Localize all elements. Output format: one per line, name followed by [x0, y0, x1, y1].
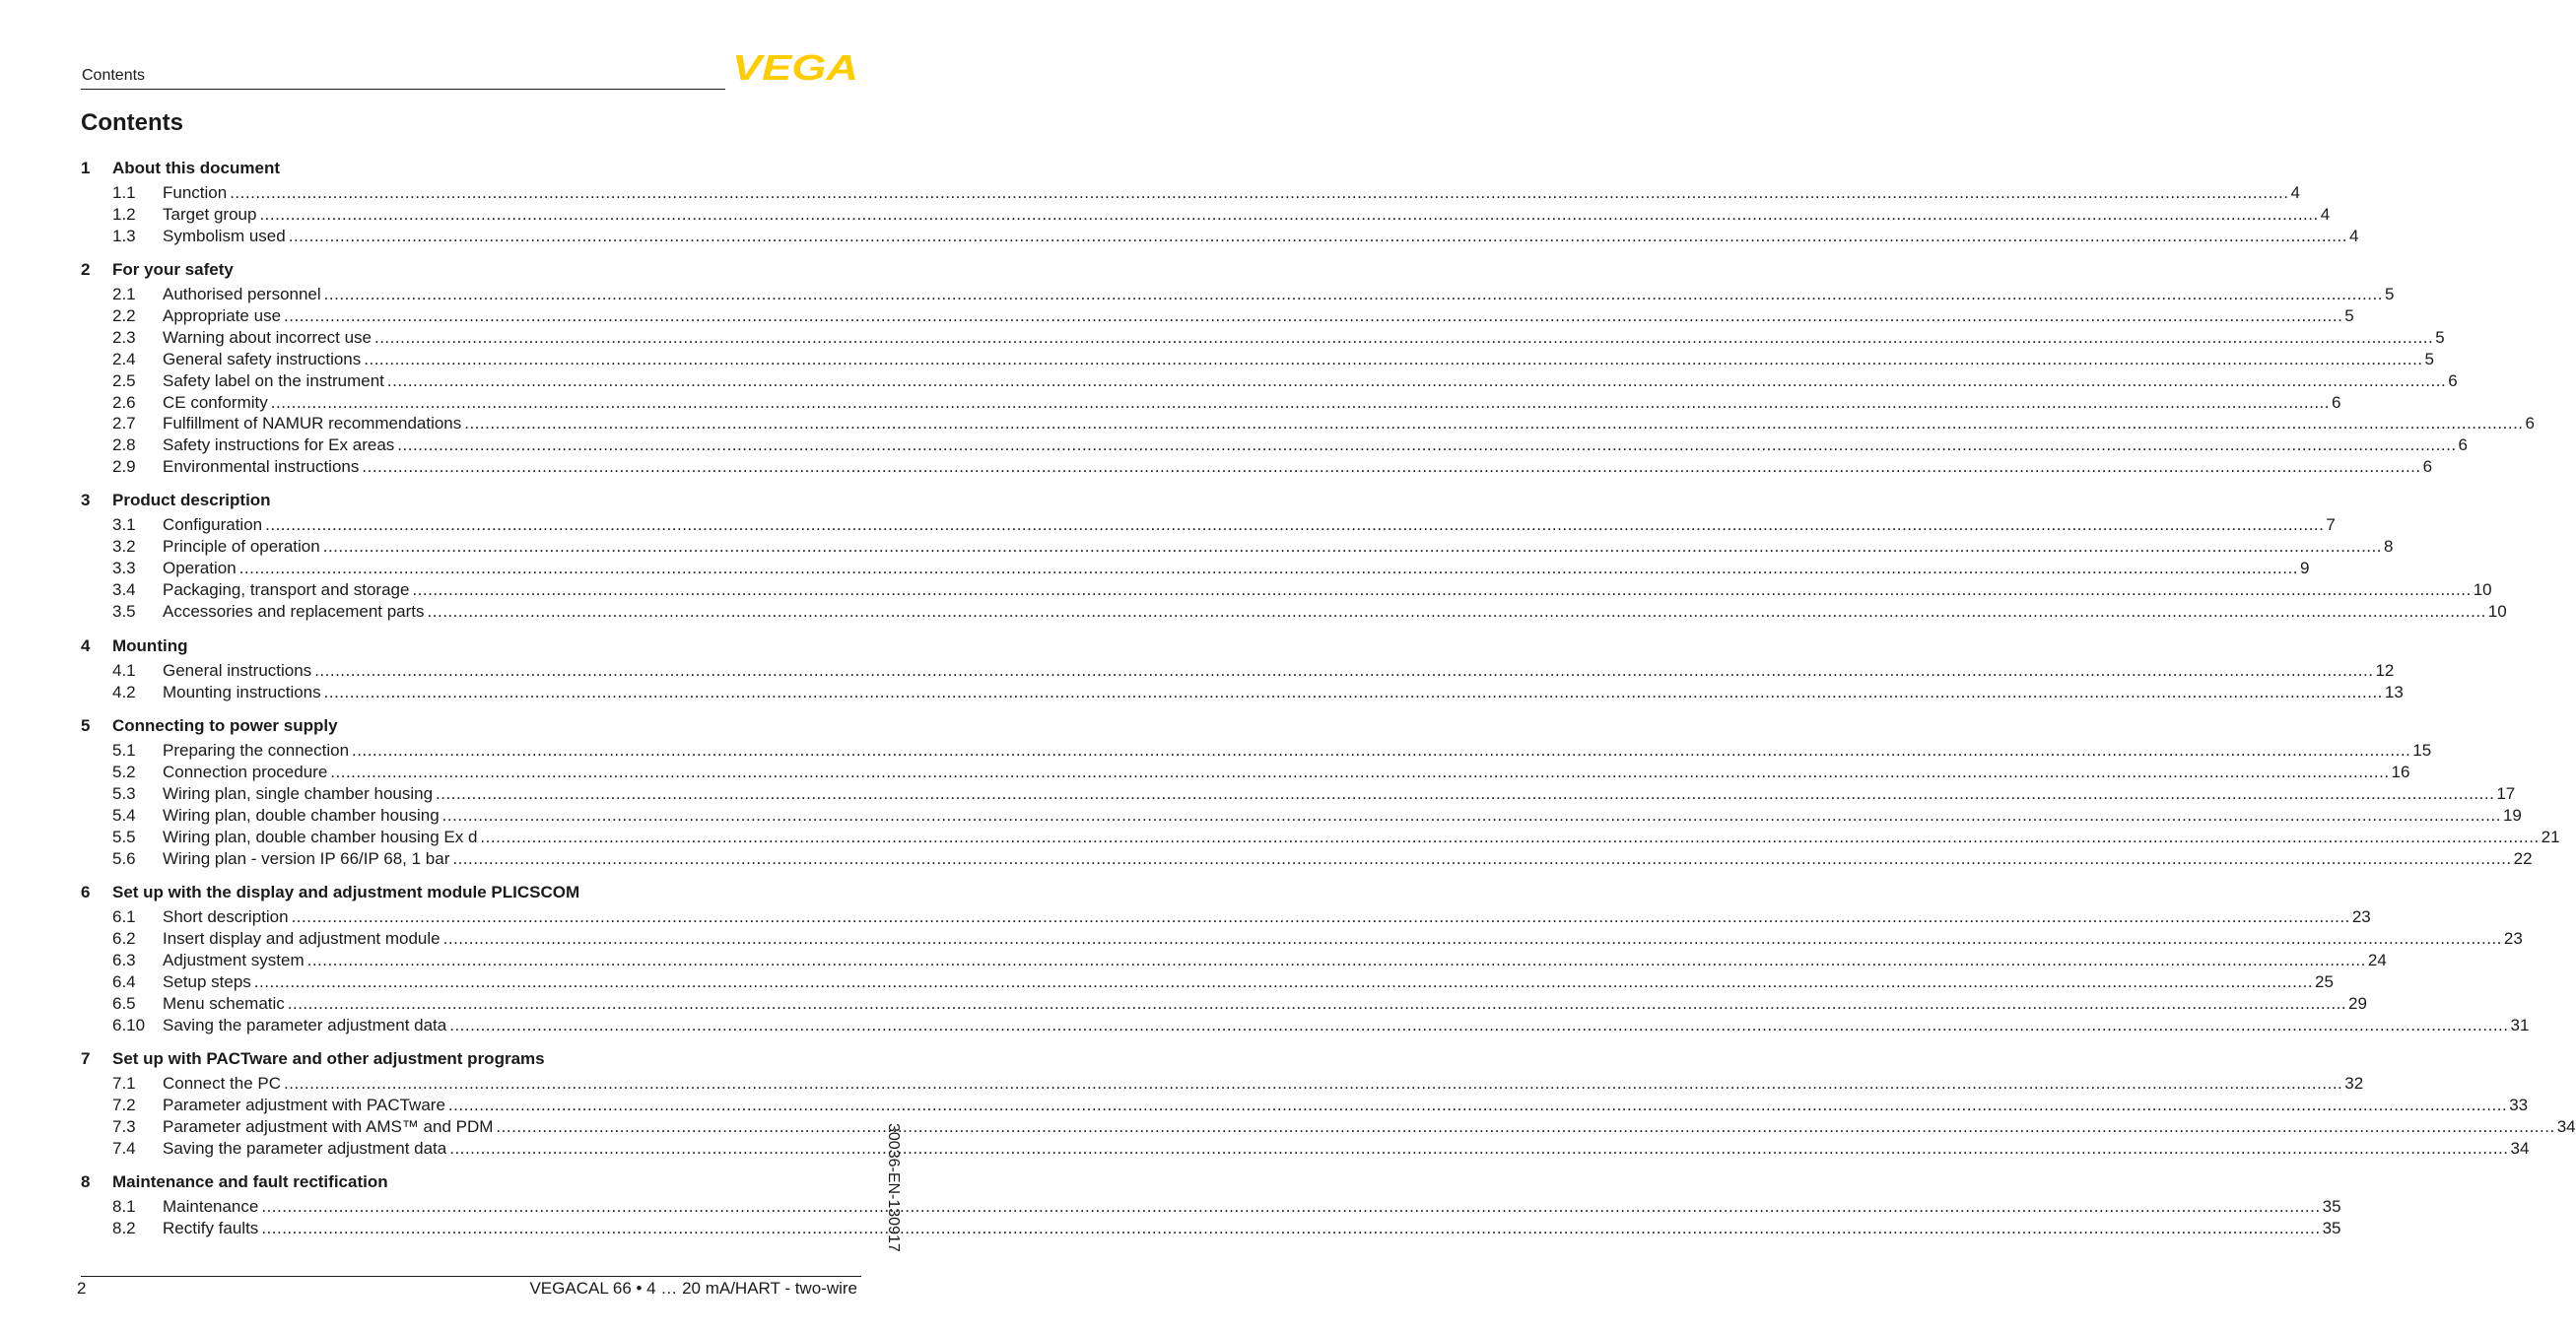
toc-dot-leader: ................................................................................................................................................................................................................................................................................................................................................................................................................	[364, 349, 2423, 368]
toc-entry-title: Menu schematic	[163, 993, 285, 1013]
toc-dot-leader: ................................................................................................................................................................................................................................................................................................................................................................................................................	[314, 661, 2374, 680]
toc-entry-title: Fulfillment of NAMUR recommendations	[163, 414, 462, 434]
toc-entry-title: Mounting instructions	[163, 682, 321, 701]
toc-section-title: Set up with the display and adjustment module PLICSCOM	[112, 883, 580, 901]
toc-dot-leader: ................................................................................................................................................................................................................................................................................................................................................................................................................	[386, 370, 2447, 390]
document-code: 30036-EN-130917	[885, 1123, 902, 1252]
toc-entry-body	[163, 558, 2310, 579]
toc-dot-leader: ................................................................................................................................................................................................................................................................................................................................................................................................................	[287, 993, 2347, 1013]
toc-dot-leader: ................................................................................................................................................................................................................................................................................................................................................................................................................	[480, 827, 2540, 846]
toc-entry-number: 7.3	[112, 1116, 136, 1136]
toc-entry-number: 3.2	[112, 536, 136, 556]
toc-section-number: 1	[81, 159, 91, 177]
page-title: Contents	[81, 109, 183, 136]
toc-entry-page: 31	[2510, 1015, 2530, 1034]
toc-entry-body	[163, 1073, 2364, 1095]
toc-section-number: 7	[81, 1049, 91, 1068]
toc-entry[interactable]	[81, 1116, 2576, 1138]
toc-entry-title: Function	[163, 183, 228, 202]
toc-entry-page: 25	[2315, 971, 2334, 991]
toc-entry-number: 2.1	[112, 285, 136, 303]
footer-rule	[81, 1276, 861, 1277]
toc-section-number: 8	[81, 1172, 91, 1191]
toc-entry-title: Operation	[163, 558, 237, 577]
toc-entry-page: 4	[2348, 226, 2359, 245]
toc-section-title: About this document	[112, 159, 280, 177]
toc-entry[interactable]	[81, 783, 2516, 805]
toc-entry-number: 6.10	[112, 1015, 146, 1034]
toc-entry-number: 2.7	[112, 414, 136, 434]
toc-entry-number: 5.2	[112, 762, 136, 781]
toc-section-heading	[81, 715, 861, 737]
toc-entry[interactable]	[81, 827, 2560, 848]
toc-entry[interactable]	[81, 204, 2331, 226]
toc-entry-number: 3.3	[112, 558, 136, 577]
toc-entry-number: 3.4	[112, 579, 136, 599]
toc-section-title: Mounting	[112, 636, 188, 655]
toc-entry-number: 6.4	[112, 971, 136, 991]
toc-dot-leader: ................................................................................................................................................................................................................................................................................................................................................................................................................	[464, 414, 2524, 434]
toc-entry-number: 2.9	[112, 457, 136, 477]
toc-entry-body	[163, 305, 2354, 327]
toc-entry[interactable]	[81, 182, 2300, 204]
toc-entry-page: 33	[2509, 1095, 2529, 1114]
toc-section-heading	[81, 1171, 861, 1193]
toc-section-number: 5	[81, 716, 91, 735]
toc-entry-title: Insert display and adjustment module	[163, 928, 441, 948]
toc-entry[interactable]	[81, 392, 2341, 414]
toc-section-title: Product description	[112, 491, 271, 509]
toc-entry-page: 35	[2322, 1218, 2341, 1237]
toc-entry-title: CE conformity	[163, 392, 268, 412]
toc-entry-number: 6.3	[112, 950, 136, 969]
toc-section-heading	[81, 1048, 861, 1070]
toc-entry-page: 19	[2502, 805, 2522, 825]
toc-entry[interactable]	[81, 682, 2404, 703]
toc-entry-page: 5	[2435, 327, 2445, 347]
toc-entry-title: Principle of operation	[163, 536, 320, 556]
toc-entry[interactable]	[81, 536, 2394, 558]
toc-entry-title: Safety label on the instrument	[163, 370, 384, 390]
toc-entry-number: 7.4	[112, 1138, 136, 1158]
toc-entry-body	[163, 993, 2367, 1015]
toc-entry[interactable]	[81, 1218, 2341, 1239]
toc-entry-body	[163, 660, 2395, 682]
toc-entry-title: Parameter adjustment with AMS™ and PDM	[163, 1116, 494, 1136]
toc-dot-leader: ................................................................................................................................................................................................................................................................................................................................................................................................................	[427, 601, 2486, 621]
toc-entry[interactable]	[81, 305, 2354, 327]
toc-entry[interactable]	[81, 434, 2469, 456]
toc-entry-body	[163, 579, 2492, 601]
toc-section-heading	[81, 635, 861, 657]
toc-entry-number: 2.5	[112, 370, 136, 390]
toc-dot-leader: ................................................................................................................................................................................................................................................................................................................................................................................................................	[259, 204, 2319, 224]
toc-entry-body	[163, 413, 2535, 434]
toc-entry-number: 6.1	[112, 907, 136, 926]
toc-entry-page: 5	[2344, 305, 2354, 325]
toc-entry-title: Authorised personnel	[163, 285, 321, 303]
toc-entry-title: Appropriate use	[163, 305, 282, 325]
toc-dot-leader: ................................................................................................................................................................................................................................................................................................................................................................................................................	[436, 783, 2495, 803]
toc-entry-number: 2.3	[112, 327, 136, 347]
toc-section-heading	[81, 490, 861, 511]
toc-entry[interactable]	[81, 370, 2458, 392]
toc-entry[interactable]	[81, 950, 2387, 971]
toc-entry-page: 12	[2375, 661, 2395, 680]
toc-entry-page: 4	[2320, 204, 2331, 224]
toc-dot-leader: ................................................................................................................................................................................................................................................................................................................................................................................................................	[330, 762, 2390, 781]
vega-logo	[731, 47, 859, 88]
toc-section-number: 2	[81, 260, 91, 279]
toc-entry[interactable]	[81, 660, 2395, 682]
toc-entry-number: 7.2	[112, 1095, 136, 1114]
toc-entry[interactable]	[81, 579, 2492, 601]
toc-entry-page: 22	[2513, 848, 2533, 868]
toc-entry-number: 2.2	[112, 305, 136, 325]
toc-entry-title: Rectify faults	[163, 1218, 259, 1237]
toc-section-title: Maintenance and fault rectification	[112, 1172, 388, 1191]
toc-entry-page: 6	[2448, 370, 2458, 390]
toc-dot-leader: ................................................................................................................................................................................................................................................................................................................................................................................................................	[452, 848, 2512, 868]
toc-entry-body	[163, 349, 2434, 370]
toc-entry[interactable]	[81, 993, 2367, 1015]
toc-entry-number: 1.2	[112, 204, 136, 224]
toc-entry-title: Environmental instructions	[163, 457, 360, 477]
toc-entry-page: 15	[2412, 741, 2432, 760]
toc-entry-number: 5.6	[112, 848, 136, 868]
toc-dot-leader: ................................................................................................................................................................................................................................................................................................................................................................................................................	[270, 392, 2331, 412]
toc-entry-title: Wiring plan, double chamber housing	[163, 805, 440, 825]
toc-entry-title: Warning about incorrect use	[163, 327, 372, 347]
toc-entry[interactable]	[81, 349, 2434, 370]
toc-entry-title: Target group	[163, 204, 257, 224]
toc-entry-title: Wiring plan, single chamber housing	[163, 783, 434, 803]
toc-entry-number: 2.4	[112, 349, 136, 368]
toc-entry-title: Saving the parameter adjustment data	[163, 1138, 447, 1158]
toc-entry-body	[163, 848, 2533, 870]
toc-entry-number: 7.1	[112, 1074, 136, 1093]
toc-entry-title: Setup steps	[163, 971, 251, 991]
toc-entry-page: 17	[2496, 783, 2516, 803]
toc-entry-page: 5	[2424, 349, 2434, 368]
toc-entry-title: Safety instructions for Ex areas	[163, 435, 395, 455]
toc-entry-title: Parameter adjustment with PACTware	[163, 1095, 445, 1114]
toc-section-heading	[81, 259, 861, 281]
toc-entry-page: 7	[2326, 515, 2336, 534]
toc-entry-body	[163, 740, 2432, 762]
toc-entry[interactable]	[81, 928, 2523, 950]
toc-entry-body	[163, 971, 2334, 993]
toc-entry-page: 35	[2322, 1197, 2341, 1216]
toc-entry-title: General instructions	[163, 661, 312, 680]
running-header: Contents	[82, 67, 146, 84]
toc-entry-body	[163, 284, 2395, 305]
toc-entry-title: General safety instructions	[163, 349, 362, 368]
toc-entry-body	[163, 226, 2359, 247]
toc-dot-leader: ................................................................................................................................................................................................................................................................................................................................................................................................................	[230, 183, 2289, 202]
toc-entry-body	[163, 762, 2410, 783]
toc-entry-body	[163, 1015, 2530, 1036]
toc-entry-page: 34	[2510, 1138, 2530, 1158]
toc-entry-body	[163, 1095, 2529, 1116]
toc-dot-leader: ................................................................................................................................................................................................................................................................................................................................................................................................................	[238, 558, 2298, 577]
toc-section-title: Connecting to power supply	[112, 716, 338, 735]
toc-entry[interactable]	[81, 805, 2522, 827]
toc-dot-leader: ................................................................................................................................................................................................................................................................................................................................................................................................................	[412, 579, 2472, 599]
toc-entry[interactable]	[81, 1073, 2364, 1095]
toc-entry-number: 5.1	[112, 741, 136, 760]
toc-dot-leader: ................................................................................................................................................................................................................................................................................................................................................................................................................	[265, 515, 2325, 534]
toc-dot-leader: ................................................................................................................................................................................................................................................................................................................................................................................................................	[449, 1138, 2509, 1158]
toc-entry[interactable]	[81, 1095, 2529, 1116]
header-rule	[81, 89, 725, 90]
toc-entry-page: 8	[2383, 536, 2394, 556]
toc-entry[interactable]	[81, 848, 2533, 870]
toc-dot-leader: ................................................................................................................................................................................................................................................................................................................................................................................................................	[441, 805, 2501, 825]
toc-entry-page: 10	[2487, 601, 2507, 621]
toc-entry-body	[163, 434, 2469, 456]
toc-entry-body	[163, 204, 2331, 226]
toc-entry-number: 5.4	[112, 805, 136, 825]
toc-entry-title: Connection procedure	[163, 762, 328, 781]
toc-entry-page: 13	[2384, 682, 2404, 701]
footer-page-number: 2	[77, 1279, 87, 1298]
toc-entry-number: 8.1	[112, 1197, 136, 1216]
toc-entry-page: 4	[2290, 183, 2300, 202]
toc-entry-title: Saving the parameter adjustment data	[163, 1015, 447, 1034]
toc-entry[interactable]	[81, 762, 2410, 783]
toc-entry-number: 8.2	[112, 1218, 136, 1237]
toc-entry-body	[163, 536, 2394, 558]
toc-entry-title: Preparing the connection	[163, 741, 350, 760]
toc-entry-number: 5.5	[112, 827, 136, 846]
toc-section-number: 4	[81, 636, 91, 655]
toc-entry-title: Accessories and replacement parts	[163, 601, 425, 621]
toc-dot-leader: ................................................................................................................................................................................................................................................................................................................................................................................................................	[284, 1074, 2343, 1093]
toc-entry-body	[163, 1138, 2530, 1160]
toc-entry-page: 5	[2384, 285, 2395, 303]
toc-entry[interactable]	[81, 284, 2395, 305]
toc-dot-leader: ................................................................................................................................................................................................................................................................................................................................................................................................................	[496, 1116, 2555, 1136]
toc-entry-title: Wiring plan, double chamber housing Ex d	[163, 827, 478, 846]
toc-entry-number: 6.2	[112, 928, 136, 948]
toc-entry[interactable]	[81, 226, 2359, 247]
toc-section-number: 3	[81, 491, 91, 509]
toc-entry-body	[163, 601, 2507, 623]
toc-entry-body	[163, 783, 2516, 805]
toc-dot-leader: ................................................................................................................................................................................................................................................................................................................................................................................................................	[306, 950, 2366, 969]
toc-entry[interactable]	[81, 740, 2432, 762]
toc-dot-leader: ................................................................................................................................................................................................................................................................................................................................................................................................................	[323, 682, 2383, 701]
toc-entry-body	[163, 682, 2404, 703]
toc-entry-number: 2.8	[112, 435, 136, 455]
toc-entry-page: 21	[2541, 827, 2560, 846]
toc-entry-page: 23	[2503, 928, 2523, 948]
toc-entry-page: 6	[2422, 457, 2433, 477]
toc-entry-page: 9	[2299, 558, 2310, 577]
toc-section-heading	[81, 158, 861, 179]
toc-dot-leader: ................................................................................................................................................................................................................................................................................................................................................................................................................	[352, 741, 2411, 760]
toc-dot-leader: ................................................................................................................................................................................................................................................................................................................................................................................................................	[322, 536, 2382, 556]
toc-entry-title: Symbolism used	[163, 226, 286, 245]
toc-entry-number: 1.1	[112, 183, 136, 202]
toc-entry[interactable]	[81, 1138, 2530, 1160]
toc-entry-page: 6	[2332, 392, 2341, 412]
toc-dot-leader: ................................................................................................................................................................................................................................................................................................................................................................................................................	[397, 435, 2457, 455]
toc-entry-page: 29	[2348, 993, 2367, 1013]
toc-entry[interactable]	[81, 1196, 2341, 1218]
toc-section-heading	[81, 882, 861, 903]
toc-entry-body	[163, 950, 2387, 971]
toc-entry-body	[163, 1196, 2341, 1218]
vega-logo-graphic	[731, 47, 859, 88]
toc-entry-page: 10	[2473, 579, 2492, 599]
toc-entry-body	[163, 327, 2445, 349]
toc-dot-leader: ................................................................................................................................................................................................................................................................................................................................................................................................................	[447, 1095, 2508, 1114]
toc-entry-body	[163, 370, 2458, 392]
toc-entry-body	[163, 182, 2300, 204]
toc-entry-body	[163, 827, 2560, 848]
toc-entry[interactable]	[81, 558, 2310, 579]
toc-entry-page: 23	[2351, 907, 2371, 926]
toc-dot-leader: ................................................................................................................................................................................................................................................................................................................................................................................................................	[253, 971, 2314, 991]
toc-entry-title: Maintenance	[163, 1197, 259, 1216]
toc-entry[interactable]	[81, 906, 2371, 928]
toc-entry-page: 24	[2367, 950, 2387, 969]
toc-entry-page: 6	[2458, 435, 2469, 455]
toc-entry-body	[163, 928, 2523, 950]
toc-entry-body	[163, 906, 2371, 928]
toc-entry-number: 5.3	[112, 783, 136, 803]
toc-entry-number: 4.1	[112, 661, 136, 680]
toc-section-title: Set up with PACTware and other adjustment programs	[112, 1049, 545, 1068]
toc-dot-leader: ................................................................................................................................................................................................................................................................................................................................................................................................................	[442, 928, 2502, 948]
toc-entry[interactable]	[81, 971, 2334, 993]
toc-entry-page: 6	[2525, 414, 2535, 434]
toc-entry-page: 32	[2344, 1074, 2364, 1093]
toc-entry[interactable]	[81, 601, 2507, 623]
toc-entry[interactable]	[81, 327, 2445, 349]
toc-entry[interactable]	[81, 413, 2535, 434]
toc-dot-leader: ................................................................................................................................................................................................................................................................................................................................................................................................................	[323, 285, 2383, 303]
toc-entry[interactable]	[81, 1015, 2530, 1036]
toc-entry-body	[163, 1116, 2576, 1138]
toc-entry-title: Wiring plan - version IP 66/IP 68, 1 bar	[163, 848, 450, 868]
toc-dot-leader: ................................................................................................................................................................................................................................................................................................................................................................................................................	[449, 1015, 2509, 1034]
toc-entry-body	[163, 456, 2433, 478]
toc-entry[interactable]	[81, 456, 2433, 478]
toc-entry-title: Configuration	[163, 515, 263, 534]
toc-dot-leader: ................................................................................................................................................................................................................................................................................................................................................................................................................	[362, 457, 2421, 477]
toc-dot-leader: ................................................................................................................................................................................................................................................................................................................................................................................................................	[261, 1197, 2321, 1216]
toc-entry-number: 2.6	[112, 392, 136, 412]
toc-entry-body	[163, 805, 2522, 827]
toc-section-title: For your safety	[112, 260, 234, 279]
toc-entry-title: Adjustment system	[163, 950, 305, 969]
toc-entry-number: 6.5	[112, 993, 136, 1013]
toc-entry[interactable]	[81, 514, 2336, 536]
toc-entry-body	[163, 392, 2341, 414]
vega-logo-text: VEGA	[732, 47, 858, 88]
footer-doc-title: VEGACAL 66 • 4 … 20 mA/HART - two-wire	[529, 1279, 857, 1298]
toc-dot-leader: ................................................................................................................................................................................................................................................................................................................................................................................................................	[261, 1218, 2321, 1237]
toc-entry-number: 1.3	[112, 226, 136, 245]
toc-entry-body	[163, 1218, 2341, 1239]
toc-section-number: 6	[81, 883, 91, 901]
toc-dot-leader: ................................................................................................................................................................................................................................................................................................................................................................................................................	[291, 907, 2350, 926]
toc-entry-number: 3.1	[112, 515, 136, 534]
toc-entry-page: 16	[2391, 762, 2410, 781]
toc-dot-leader: ................................................................................................................................................................................................................................................................................................................................................................................................................	[288, 226, 2347, 245]
toc-entry-title: Short description	[163, 907, 289, 926]
toc-dot-leader: ................................................................................................................................................................................................................................................................................................................................................................................................................	[373, 327, 2434, 347]
toc-entry-page: 34	[2556, 1116, 2576, 1136]
toc-entry-title: Connect the PC	[163, 1074, 282, 1093]
toc-dot-leader: ................................................................................................................................................................................................................................................................................................................................................................................................................	[284, 305, 2343, 325]
toc-entry-number: 3.5	[112, 601, 136, 621]
toc-entry-title: Packaging, transport and storage	[163, 579, 410, 599]
toc-entry-number: 4.2	[112, 682, 136, 701]
toc-entry-body	[163, 514, 2336, 536]
